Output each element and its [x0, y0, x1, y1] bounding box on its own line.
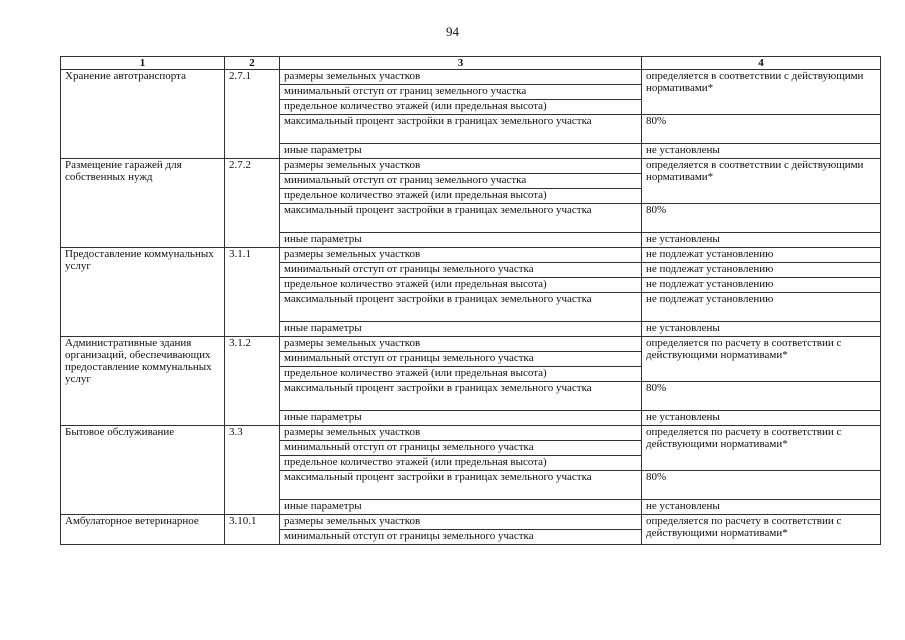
param-value: не подлежат установлению	[642, 293, 881, 322]
param-name: размеры земельных участков	[280, 159, 642, 174]
param-name: размеры земельных участков	[280, 426, 642, 441]
param-value: определяется в соответствии с действующими нормативами*	[642, 159, 881, 204]
table-body	[61, 70, 881, 545]
page-number: 94	[446, 24, 459, 39]
param-name: иные параметры	[280, 144, 642, 159]
param-name: минимальный отступ от границы земельного участка	[280, 263, 642, 278]
param-name: минимальный отступ от границ земельного участка	[280, 85, 642, 100]
use-type-code: 3.10.1	[225, 515, 280, 545]
param-value: не подлежат установлению	[642, 248, 881, 263]
header-col-2: 2	[225, 57, 280, 70]
param-name: минимальный отступ от границы земельного участка	[280, 530, 642, 545]
table-row	[61, 426, 881, 441]
param-value: не установлены	[642, 144, 881, 159]
table-row	[61, 159, 881, 174]
param-value: не установлены	[642, 411, 881, 426]
param-value: 80%	[642, 115, 881, 144]
use-type-name: Предоставление коммунальных услуг	[61, 248, 225, 337]
use-type-code: 2.7.1	[225, 70, 280, 159]
param-name: размеры земельных участков	[280, 70, 642, 85]
use-type-code: 3.1.2	[225, 337, 280, 426]
param-name: размеры земельных участков	[280, 515, 642, 530]
use-type-name: Хранение автотранспорта	[61, 70, 225, 159]
param-name: предельное количество этажей (или предельная высота)	[280, 100, 642, 115]
table-row	[61, 248, 881, 263]
param-name: иные параметры	[280, 233, 642, 248]
param-value: 80%	[642, 204, 881, 233]
param-value: не установлены	[642, 322, 881, 337]
use-type-name: Бытовое обслуживание	[61, 426, 225, 515]
param-name: минимальный отступ от границ земельного участка	[280, 174, 642, 189]
param-name: иные параметры	[280, 322, 642, 337]
param-name: минимальный отступ от границы земельного участка	[280, 441, 642, 456]
param-value: 80%	[642, 382, 881, 411]
header-col-3: 3	[280, 57, 642, 70]
param-value: 80%	[642, 471, 881, 500]
header-col-1: 1	[61, 57, 225, 70]
use-type-code: 3.3	[225, 426, 280, 515]
param-name: предельное количество этажей (или предельная высота)	[280, 189, 642, 204]
param-value: определяется по расчету в соответствии с действующими нормативами*	[642, 337, 881, 382]
param-value: не установлены	[642, 500, 881, 515]
param-name: минимальный отступ от границы земельного участка	[280, 352, 642, 367]
use-type-name: Размещение гаражей для собственных нужд	[61, 159, 225, 248]
param-value: не подлежат установлению	[642, 263, 881, 278]
param-name: предельное количество этажей (или предельная высота)	[280, 278, 642, 293]
land-use-regulations-table	[60, 56, 881, 545]
param-value: определяется по расчету в соответствии с действующими нормативами*	[642, 515, 881, 545]
param-name: максимальный процент застройки в границах земельного участка	[280, 382, 642, 411]
param-name: иные параметры	[280, 411, 642, 426]
param-value: определяется по расчету в соответствии с действующими нормативами*	[642, 426, 881, 471]
table-row	[61, 70, 881, 85]
table-row	[61, 515, 881, 530]
param-name: предельное количество этажей (или предельная высота)	[280, 456, 642, 471]
use-type-name: Амбулаторное ветеринарное	[61, 515, 225, 545]
param-name: максимальный процент застройки в границах земельного участка	[280, 115, 642, 144]
param-value: не установлены	[642, 233, 881, 248]
use-type-name: Административные здания организаций, обеспечивающих предоставление коммунальных услуг	[61, 337, 225, 426]
param-name: размеры земельных участков	[280, 337, 642, 352]
param-name: максимальный процент застройки в границах земельного участка	[280, 204, 642, 233]
param-name: максимальный процент застройки в границах земельного участка	[280, 293, 642, 322]
param-name: иные параметры	[280, 500, 642, 515]
param-name: максимальный процент застройки в границах земельного участка	[280, 471, 642, 500]
use-type-code: 3.1.1	[225, 248, 280, 337]
param-value: определяется в соответствии с действующими нормативами*	[642, 70, 881, 115]
header-row	[61, 57, 881, 70]
header-col-4: 4	[642, 57, 881, 70]
use-type-code: 2.7.2	[225, 159, 280, 248]
param-value: не подлежат установлению	[642, 278, 881, 293]
table-row	[61, 337, 881, 352]
param-name: размеры земельных участков	[280, 248, 642, 263]
param-name: предельное количество этажей (или предельная высота)	[280, 367, 642, 382]
